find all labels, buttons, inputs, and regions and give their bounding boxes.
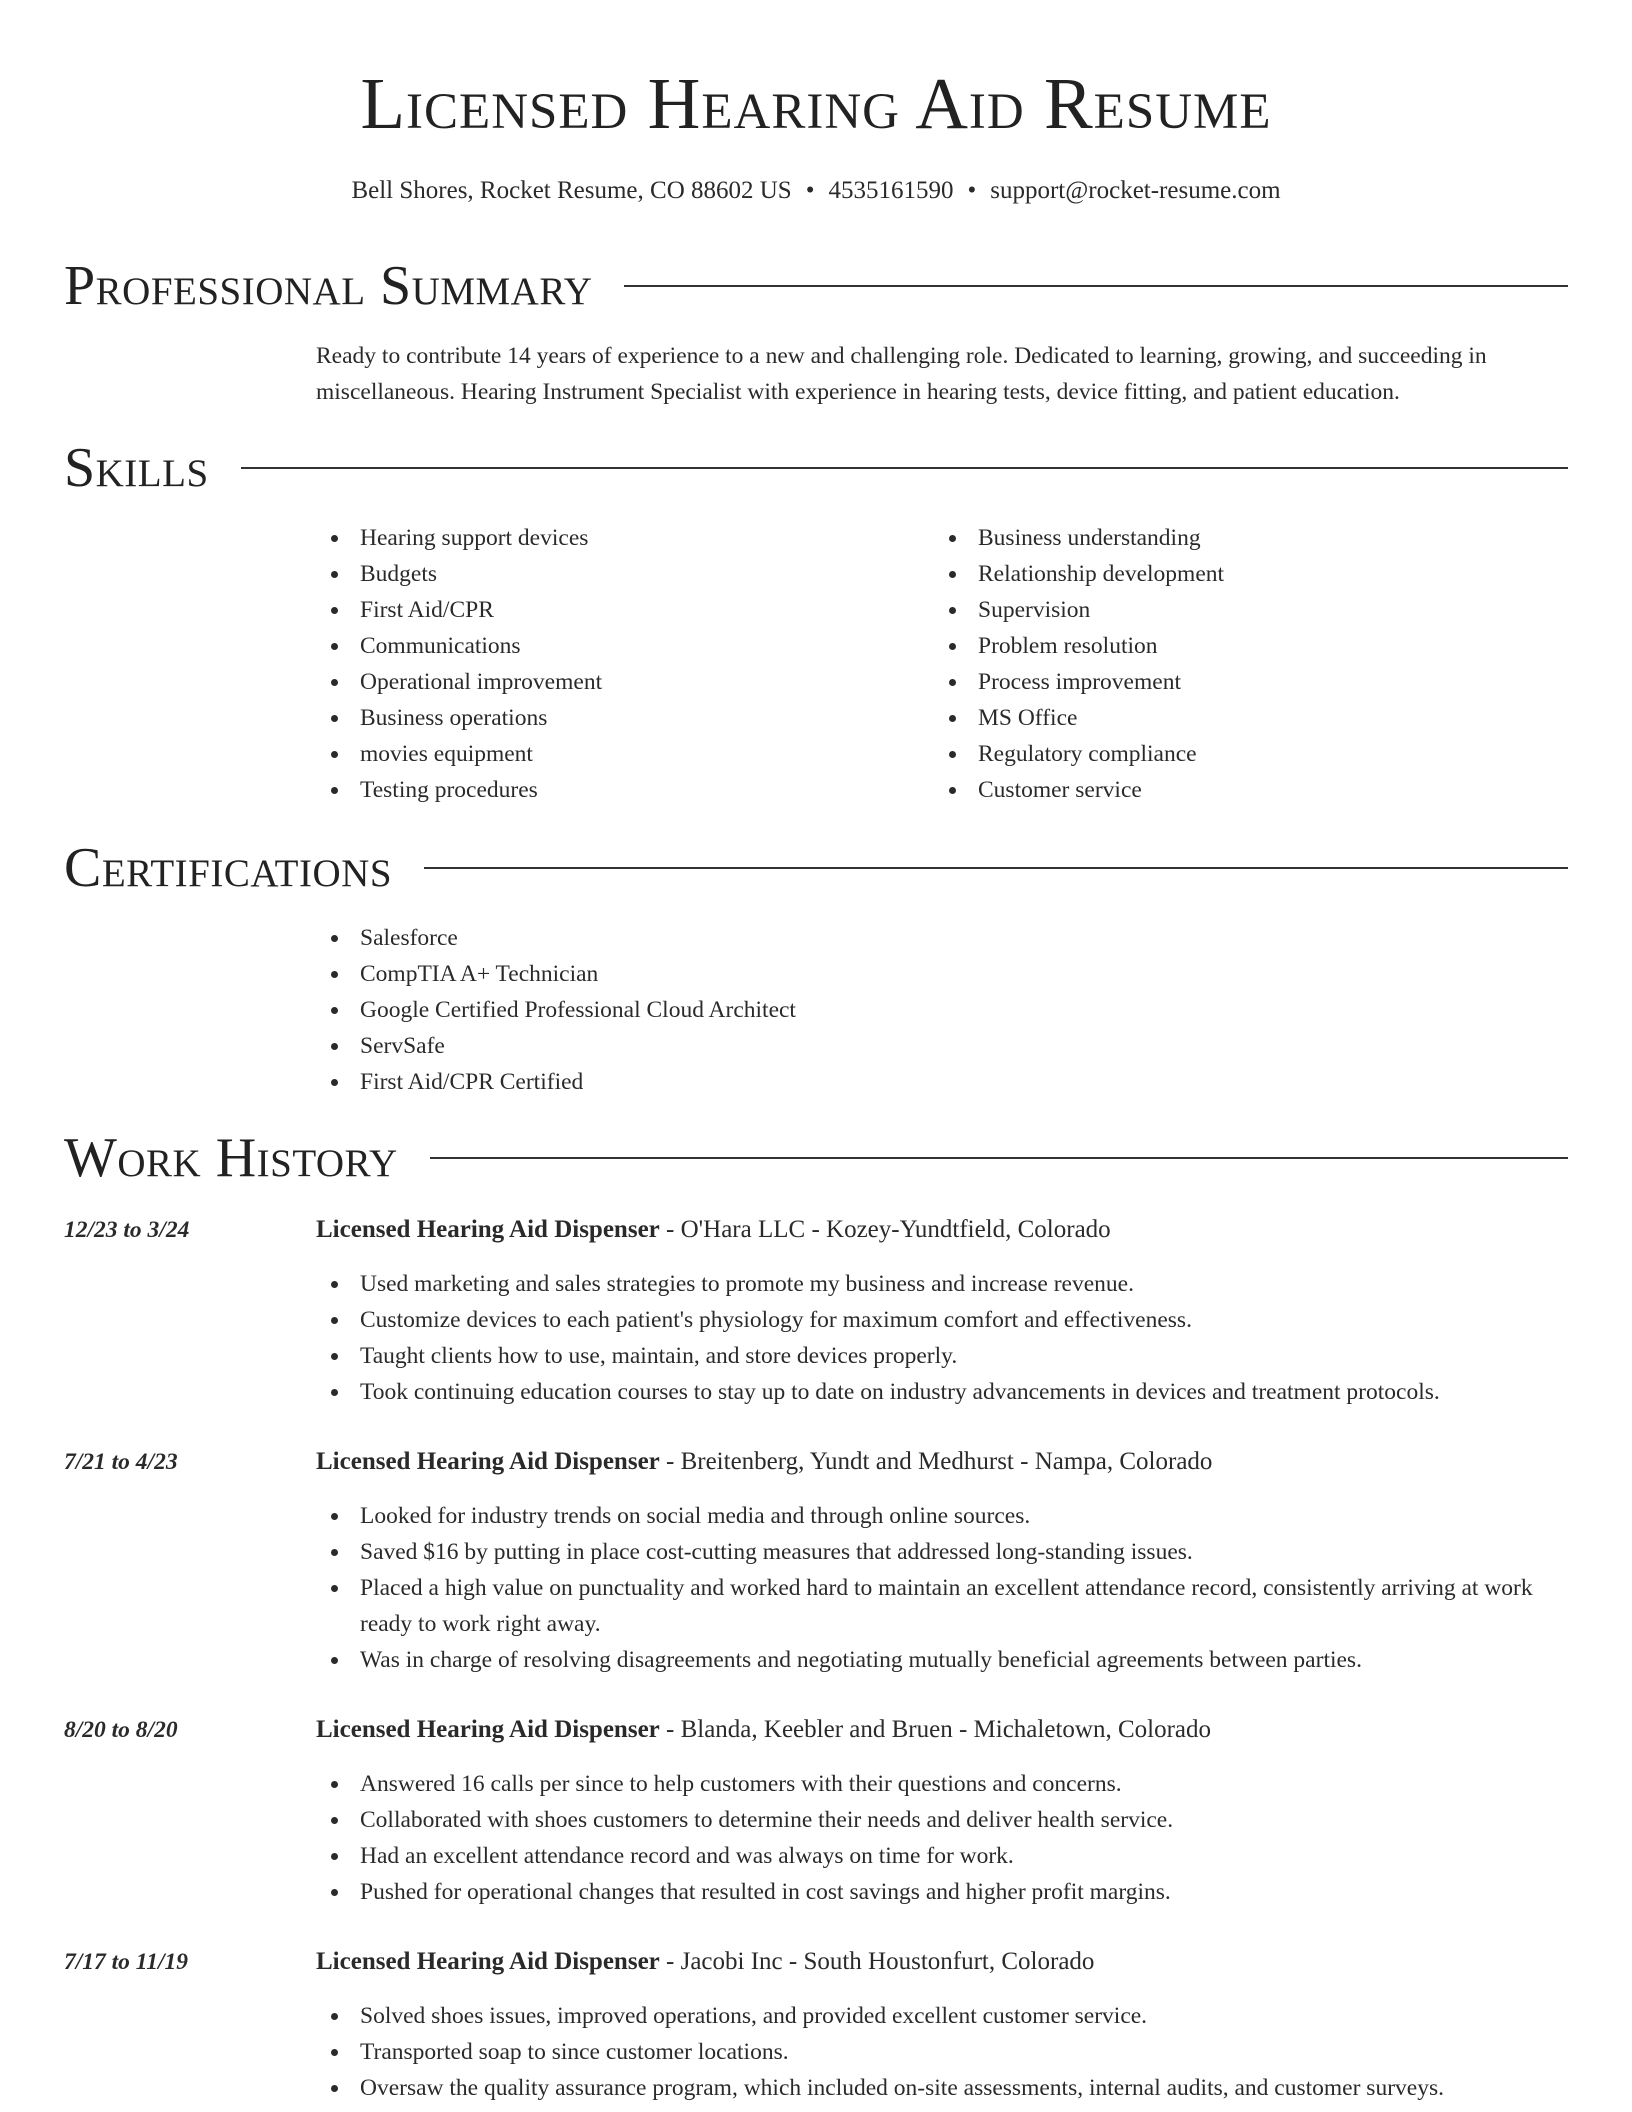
- skill-item: Relationship development: [934, 556, 1534, 592]
- skill-item: Communications: [316, 628, 916, 664]
- certification-item: ServSafe: [316, 1028, 1516, 1064]
- contact-line: [0, 174, 1632, 208]
- skill-item: Testing procedures: [316, 772, 916, 808]
- job-bullet: Used marketing and sales strategies to promote my business and increase revenue.: [316, 1266, 1568, 1302]
- job-bullet: Had an excellent attendance record and was always on time for work.: [316, 1838, 1568, 1874]
- certifications-section-header: [64, 836, 1568, 900]
- summary-section-header: [64, 254, 1568, 318]
- job-bullet: Transported soap to since customer locations.: [316, 2034, 1568, 2070]
- skills-list-right: [934, 520, 1534, 808]
- work-history-heading: Work History: [64, 1127, 398, 1189]
- certification-item: First Aid/CPR Certified: [316, 1064, 1516, 1100]
- skill-item: movies equipment: [316, 736, 916, 772]
- certification-item: CompTIA A+ Technician: [316, 956, 1516, 992]
- job-bullets: [316, 1266, 1568, 1410]
- job-bullet: Looked for industry trends on social media and through online sources.: [316, 1498, 1568, 1534]
- job-bullet: Took continuing education courses to stay up to date on industry advancements in devices and treatment protocols.: [316, 1374, 1568, 1410]
- job-bullets: [316, 1998, 1568, 2106]
- skill-item: Process improvement: [934, 664, 1534, 700]
- job-bullets: [316, 1498, 1568, 1678]
- skill-item: Supervision: [934, 592, 1534, 628]
- section-divider: [624, 285, 1568, 287]
- skill-item: Problem resolution: [934, 628, 1534, 664]
- contact-phone: 4535161590: [828, 177, 954, 204]
- certifications-list: [316, 920, 1516, 1100]
- contact-separator: •: [805, 177, 815, 204]
- section-divider: [430, 1157, 1568, 1159]
- skills-heading: Skills: [64, 437, 209, 499]
- section-divider: [241, 467, 1568, 469]
- job-bullet: Collaborated with shoes customers to determine their needs and deliver health service.: [316, 1802, 1568, 1838]
- job-bullet: Was in charge of resolving disagreements and negotiating mutually beneficial agreements between parties.: [316, 1642, 1568, 1678]
- skill-item: Hearing support devices: [316, 520, 916, 556]
- job-dates: 8/20 to 8/20: [64, 1717, 178, 1743]
- contact-separator: •: [967, 177, 977, 204]
- job-employer: - O'Hara LLC - Kozey-Yundtfield, Colorado: [659, 1216, 1111, 1243]
- work-history-section-header: [64, 1126, 1568, 1190]
- contact-address: Bell Shores, Rocket Resume, CO 88602 US: [351, 177, 792, 204]
- job-title-line: [316, 1444, 1568, 1480]
- skill-item: Budgets: [316, 556, 916, 592]
- skill-item: Operational improvement: [316, 664, 916, 700]
- skill-item: MS Office: [934, 700, 1534, 736]
- contact-email: support@rocket-resume.com: [990, 177, 1281, 204]
- job-dates: 7/21 to 4/23: [64, 1449, 178, 1475]
- job-role: Licensed Hearing Aid Dispenser: [316, 1216, 660, 1243]
- job-title-line: [316, 1944, 1568, 1980]
- skill-item: Regulatory compliance: [934, 736, 1534, 772]
- job-bullets: [316, 1766, 1568, 1910]
- summary-text: Ready to contribute 14 years of experience to a new and challenging role. Dedicated to learning, growing, and succeeding in miscellaneous. Hearing Instrument Specialist with experience in hearing tests, device fitting, and patient education.: [316, 343, 1487, 405]
- job-dates: 12/23 to 3/24: [64, 1217, 190, 1243]
- section-divider: [424, 867, 1568, 869]
- skills-list-left: [316, 520, 916, 808]
- skills-section-header: [64, 436, 1568, 500]
- certification-item: Google Certified Professional Cloud Architect: [316, 992, 1516, 1028]
- job-bullet: Placed a high value on punctuality and worked hard to maintain an excellent attendance record, consistently arriving at work ready to work right away.: [316, 1570, 1568, 1642]
- certification-item: Salesforce: [316, 920, 1516, 956]
- job-bullet: Solved shoes issues, improved operations, and provided excellent customer service.: [316, 1998, 1568, 2034]
- job-bullet: Saved $16 by putting in place cost-cutting measures that addressed long-standing issues.: [316, 1534, 1568, 1570]
- job-bullet: Customize devices to each patient's physiology for maximum comfort and effectiveness.: [316, 1302, 1568, 1338]
- summary-heading: Professional Summary: [64, 255, 593, 317]
- skill-item: Business operations: [316, 700, 916, 736]
- job-employer: - Breitenberg, Yundt and Medhurst - Nampa, Colorado: [659, 1448, 1213, 1475]
- skill-item: First Aid/CPR: [316, 592, 916, 628]
- job-title-line: [316, 1212, 1568, 1248]
- certifications-heading: Certifications: [64, 837, 393, 899]
- job-bullet: Answered 16 calls per since to help customers with their questions and concerns.: [316, 1766, 1568, 1802]
- job-role: Licensed Hearing Aid Dispenser: [316, 1948, 660, 1975]
- job-bullet: Pushed for operational changes that resulted in cost savings and higher profit margins.: [316, 1874, 1568, 1910]
- resume-title: Licensed Hearing Aid Resume: [360, 63, 1272, 144]
- job-bullet: Oversaw the quality assurance program, which included on-site assessments, internal audits, and customer surveys.: [316, 2070, 1568, 2106]
- job-employer: - Blanda, Keebler and Bruen - Michaletown, Colorado: [659, 1716, 1211, 1743]
- job-role: Licensed Hearing Aid Dispenser: [316, 1448, 660, 1475]
- job-bullet: Taught clients how to use, maintain, and store devices properly.: [316, 1338, 1568, 1374]
- job-employer: - Jacobi Inc - South Houstonfurt, Colorado: [659, 1948, 1095, 1975]
- job-role: Licensed Hearing Aid Dispenser: [316, 1716, 660, 1743]
- skill-item: Customer service: [934, 772, 1534, 808]
- skill-item: Business understanding: [934, 520, 1534, 556]
- job-title-line: [316, 1712, 1568, 1748]
- job-dates: 7/17 to 11/19: [64, 1949, 189, 1975]
